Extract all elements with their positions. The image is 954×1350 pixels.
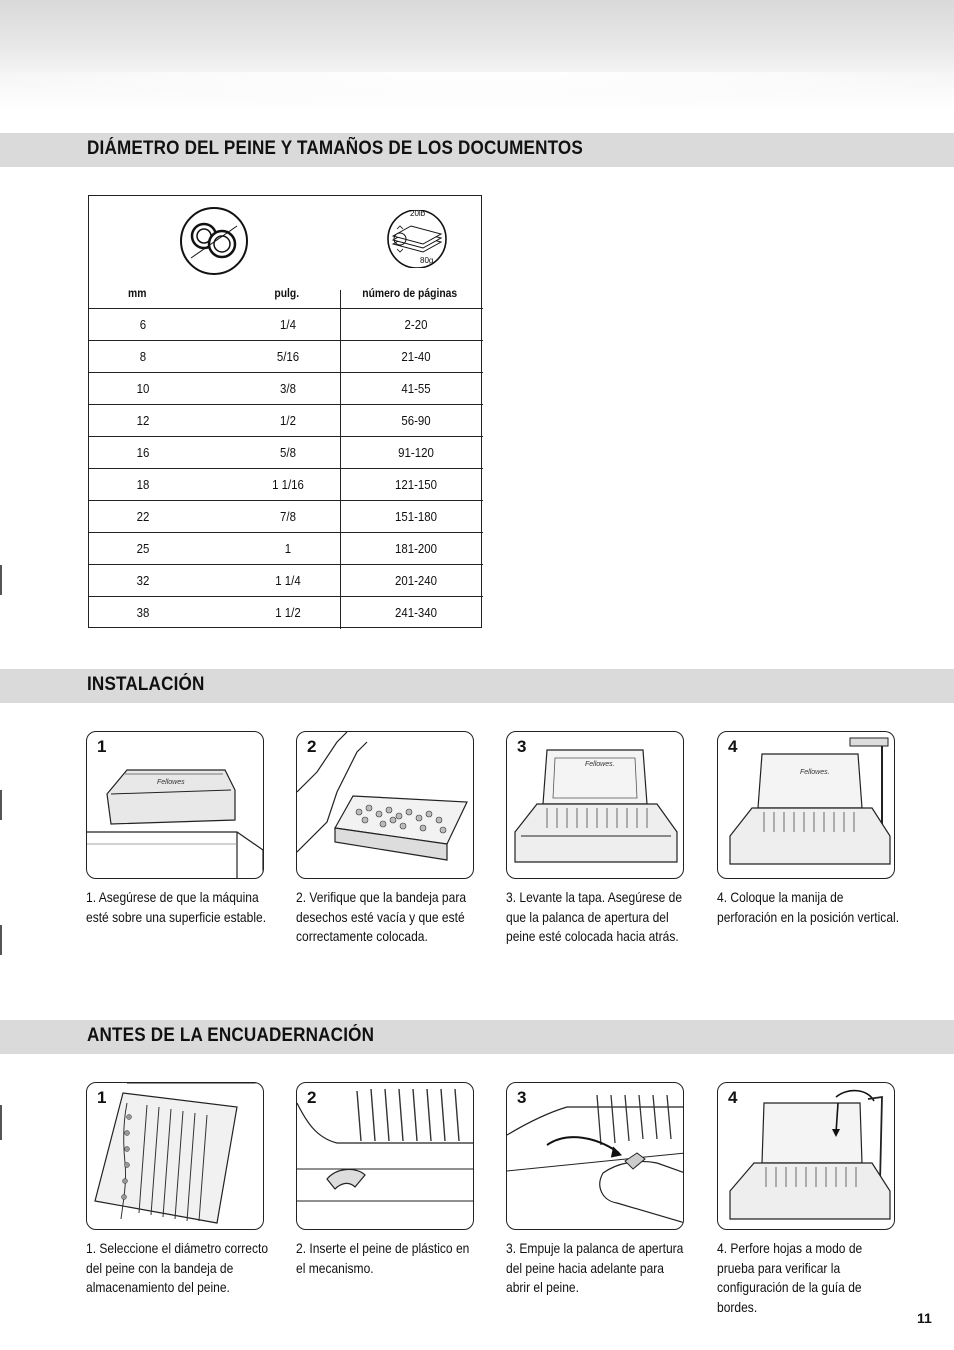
step-number: 1	[97, 737, 107, 756]
binding-machine-on-table-illustration	[87, 732, 264, 879]
before-step-3	[506, 1082, 686, 1298]
install-step-3	[506, 731, 686, 947]
section-header-install	[0, 669, 954, 703]
table-row	[89, 500, 483, 532]
cell-mm: 8	[139, 349, 147, 364]
cell-pages: 91-120	[398, 445, 434, 460]
before-step-2	[296, 1082, 476, 1278]
step-instruction: 4. Perfore hojas a modo de prueba para verificar la configuración de la guía de bordes.	[717, 1240, 863, 1315]
column-header-mm: mm	[128, 288, 147, 300]
table-row	[89, 532, 483, 564]
step-number: 4	[728, 1088, 738, 1107]
cell-pages: 241-340	[395, 605, 437, 620]
step-instruction: 3. Empuje la palanca de apertura del peine hacia adelante para abrir el peine.	[506, 1240, 684, 1295]
step-number: 2	[307, 737, 317, 756]
step-instruction: 2. Verifique que la bandeja para desechos esté vacía y que esté correctamente colocada.	[296, 889, 467, 944]
paper-weight-label: 20lb	[410, 209, 426, 218]
step-number: 1	[97, 1088, 107, 1107]
cell-mm: 16	[136, 445, 150, 460]
cell-inch: 5/8	[280, 445, 296, 460]
step-illustration	[506, 1082, 684, 1230]
cell-mm: 18	[136, 477, 150, 492]
page-number: 11	[917, 1310, 932, 1326]
cell-pages: 21-40	[401, 349, 431, 364]
before-step-4	[717, 1082, 897, 1317]
section-title: INSTALACIÓN	[87, 674, 205, 695]
step-instruction: 4. Coloque la manija de perforación en la posición vertical.	[717, 889, 900, 925]
cell-mm: 12	[136, 413, 150, 428]
step-illustration	[296, 731, 474, 879]
brand-logo: Fellowes.	[585, 761, 615, 768]
table-row	[89, 468, 483, 500]
install-step-2	[296, 731, 476, 947]
install-step-4	[717, 731, 900, 927]
edge-mark	[0, 790, 2, 820]
step-illustration	[86, 1082, 264, 1230]
waste-tray-illustration	[297, 732, 474, 879]
cell-mm: 25	[136, 541, 150, 556]
cell-mm: 22	[136, 509, 150, 524]
cell-inch: 7/8	[280, 509, 296, 524]
handle-vertical-illustration	[718, 732, 895, 879]
step-instruction: 2. Inserte el peine de plástico en el mecanismo.	[296, 1240, 470, 1276]
step-instruction: 3. Levante la tapa. Asegúrese de que la palanca de apertura del peine esté colocada hacia atrás.	[506, 889, 683, 944]
cell-mm: 32	[136, 573, 150, 588]
cell-inch: 1/2	[280, 413, 296, 428]
comb-tray-illustration	[87, 1083, 264, 1230]
paper-stack-icon	[383, 210, 451, 273]
step-number: 2	[307, 1088, 317, 1107]
edge-mark	[0, 1105, 2, 1140]
step-number: 3	[517, 1088, 527, 1107]
edge-mark	[0, 925, 2, 955]
install-step-1	[86, 731, 266, 927]
cell-inch: 5/16	[276, 349, 300, 364]
section-title: ANTES DE LA ENCUADERNACIÓN	[87, 1025, 375, 1046]
cell-pages: 56-90	[401, 413, 431, 428]
step-instruction: 1. Seleccione el diámetro correcto del peine con la bandeja de almacenamiento del peine.	[86, 1240, 269, 1295]
cell-pages: 41-55	[401, 381, 431, 396]
brand-logo: Fellowes.	[800, 769, 830, 776]
table-row	[89, 404, 483, 436]
machine-lid-open-illustration	[507, 732, 684, 879]
step-number: 3	[517, 737, 527, 756]
step-instruction: 1. Asegúrese de que la máquina esté sobre una superficie estable.	[86, 889, 267, 925]
cell-mm: 10	[136, 381, 150, 396]
edge-mark	[0, 565, 2, 595]
table-row	[89, 596, 483, 628]
insert-comb-illustration	[297, 1083, 474, 1230]
column-header-pages: número de páginas	[362, 288, 458, 300]
cell-pages: 151-180	[395, 509, 437, 524]
cell-mm: 38	[136, 605, 150, 620]
cell-inch: 1 1/4	[275, 573, 301, 588]
paper-weight-label: 80g	[420, 256, 434, 265]
column-header-inch: pulg.	[274, 288, 300, 300]
cell-inch: 3/8	[280, 381, 296, 396]
cell-inch: 1/4	[280, 317, 296, 332]
section-header-comb	[0, 133, 954, 167]
cell-inch: 1 1/2	[275, 605, 301, 620]
cell-pages: 121-150	[395, 477, 437, 492]
cell-pages: 181-200	[395, 541, 437, 556]
test-punch-illustration	[718, 1083, 895, 1230]
table-row	[89, 372, 483, 404]
comb-size-table	[88, 195, 482, 628]
table-row	[89, 308, 483, 340]
comb-diameter-icon	[179, 206, 249, 281]
table-row	[89, 436, 483, 468]
cell-mm: 6	[139, 317, 147, 332]
cell-pages: 2-20	[404, 317, 428, 332]
step-illustration	[717, 1082, 895, 1230]
step-number: 4	[728, 737, 738, 756]
step-illustration	[506, 731, 684, 879]
section-header-before-binding	[0, 1020, 954, 1054]
brand-logo: Fellowes	[157, 779, 185, 786]
table-row	[89, 340, 483, 372]
cell-inch: 1 1/16	[272, 477, 304, 492]
section-title: DIÁMETRO DEL PEINE Y TAMAÑOS DE LOS DOCUMENTOS	[87, 138, 583, 159]
before-step-1	[86, 1082, 269, 1298]
header-gradient-band	[0, 0, 954, 110]
step-illustration	[86, 731, 264, 879]
push-lever-illustration	[507, 1083, 684, 1230]
cell-pages: 201-240	[395, 573, 437, 588]
table-row	[89, 564, 483, 596]
cell-inch: 1	[284, 541, 292, 556]
step-illustration	[296, 1082, 474, 1230]
step-illustration	[717, 731, 895, 879]
